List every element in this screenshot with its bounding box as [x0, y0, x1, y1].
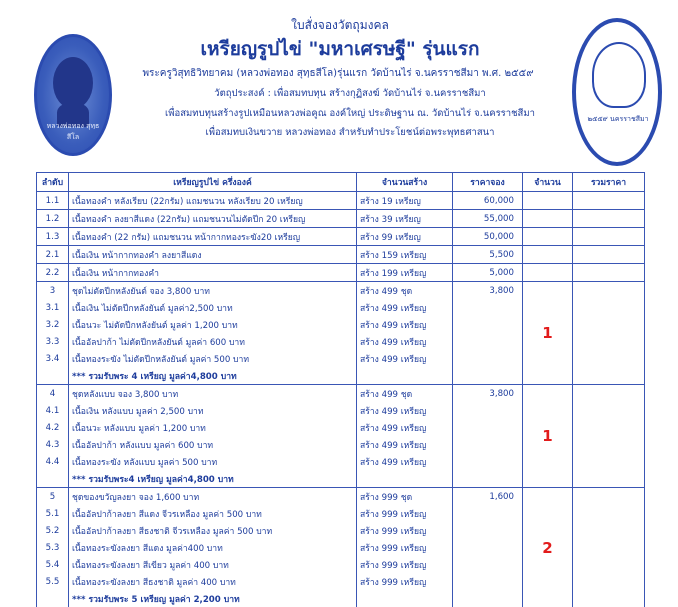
row-item: เนื้อทองระฆังลงยา สีแดง มูลค่า400 บาท	[69, 539, 357, 556]
row-item: เนื้อทองคำ ลงยาสีแดง (22กรัม) แถมชนวนไม่ตัดปีก 20 เหรียญ	[69, 210, 357, 228]
row-total-cell	[573, 402, 645, 419]
row-total-cell	[573, 264, 645, 282]
row-quantity-built: สร้าง 499 เหรียญ	[357, 299, 453, 316]
row-quantity-built: สร้าง 999 เหรียญ	[357, 522, 453, 539]
row-total-cell	[573, 488, 645, 506]
row-count-cell	[523, 228, 573, 246]
form-title: ใบสั่งจองวัตถุมงคล	[240, 16, 440, 35]
row-price: 1,600	[453, 488, 523, 506]
row-quantity-built: สร้าง 99 เหรียญ	[357, 228, 453, 246]
row-item: เนื้อเงิน หน้ากากทองคำ	[69, 264, 357, 282]
monk-portrait-medal	[34, 34, 112, 156]
row-price	[453, 470, 523, 488]
row-number: 3	[37, 282, 69, 300]
row-total-cell	[573, 350, 645, 367]
row-item: เนื้อนวะ ไม่ตัดปีกหลังยันต์ มูลค่า 1,200 บาท	[69, 316, 357, 333]
row-price: 55,000	[453, 210, 523, 228]
row-number	[37, 367, 69, 385]
row-total-cell	[573, 436, 645, 453]
row-item: ชุดของขวัญลงยา จอง 1,600 บาท	[69, 488, 357, 506]
purpose-line-2: เพื่อสมทบทุนสร้างรูปเหมือนหลวงพ่อคูณ องค์ใหญ่ ประดิษฐาน ณ. วัดบ้านไร่ จ.นครราชสีมา	[140, 106, 560, 121]
col-header-price: ราคาจอง	[453, 173, 523, 192]
table-row	[37, 210, 645, 228]
row-total-cell	[573, 367, 645, 385]
row-price	[453, 522, 523, 539]
row-total-cell	[573, 453, 645, 470]
row-number: 3.1	[37, 299, 69, 316]
row-item: เนื้ออัลปาก้า ไม่ตัดปีกหลังยันต์ มูลค่า 600 บาท	[69, 333, 357, 350]
col-header-count: จำนวน	[523, 173, 573, 192]
row-number: 5.1	[37, 505, 69, 522]
table-row	[37, 488, 645, 506]
row-number: 5.2	[37, 522, 69, 539]
row-price	[453, 350, 523, 367]
row-price	[453, 573, 523, 590]
row-quantity-built: สร้าง 499 ชุด	[357, 282, 453, 300]
row-quantity-built	[357, 470, 453, 488]
row-quantity-built: สร้าง 499 ชุด	[357, 385, 453, 403]
row-count-cell	[523, 192, 573, 210]
order-table	[36, 172, 645, 607]
row-quantity-built	[357, 590, 453, 607]
row-item: *** รวมรับพระ4 เหรียญ มูลค่า4,800 บาท	[69, 470, 357, 488]
row-quantity-built	[357, 367, 453, 385]
row-price: 5,500	[453, 246, 523, 264]
row-total-cell	[573, 246, 645, 264]
row-price	[453, 539, 523, 556]
row-total-cell	[573, 539, 645, 556]
row-price: 60,000	[453, 192, 523, 210]
monk-head-icon	[53, 57, 93, 109]
purpose-line-1: วัตถุประสงค์ : เพื่อสมทบทุน สร้างกุฏิสงฆ์ วัดบ้านไร่ จ.นครราชสีมา	[140, 86, 560, 101]
row-number: 5.4	[37, 556, 69, 573]
row-price: 5,000	[453, 264, 523, 282]
row-count-cell	[523, 246, 573, 264]
col-header-quantity-built: จำนวนสร้าง	[357, 173, 453, 192]
row-total-cell	[573, 590, 645, 607]
purpose-line-3: เพื่อสมทบเงินขวาย หลวงพ่อทอง สำหรับทำประโยชน์ต่อพระพุทธศาสนา	[140, 125, 560, 140]
row-number	[37, 470, 69, 488]
row-count-cell	[523, 385, 573, 488]
col-header-item: เหรียญรูปไข่ ครึ่งองค์	[69, 173, 357, 192]
row-item: เนื้อนวะ หลังแบบ มูลค่า 1,200 บาท	[69, 419, 357, 436]
row-item: เนื้ออัลปาก้าลงยา สีธงชาติ จีวรเหลือง มูลค่า 500 บาท	[69, 522, 357, 539]
row-number	[37, 590, 69, 607]
row-price	[453, 402, 523, 419]
row-total-cell	[573, 192, 645, 210]
row-total-cell	[573, 210, 645, 228]
table-row	[37, 246, 645, 264]
row-number: 4.2	[37, 419, 69, 436]
row-quantity-built: สร้าง 499 เหรียญ	[357, 316, 453, 333]
row-item: เนื้อเงิน ไม่ตัดปีกหลังยันต์ มูลค่า2,500 บาท	[69, 299, 357, 316]
row-total-cell	[573, 505, 645, 522]
row-quantity-built: สร้าง 999 ชุด	[357, 488, 453, 506]
row-quantity-built: สร้าง 499 เหรียญ	[357, 419, 453, 436]
row-price	[453, 436, 523, 453]
row-total-cell	[573, 299, 645, 316]
row-item: เนื้อทองระฆังลงยา สีเขียว มูลค่า 400 บาท	[69, 556, 357, 573]
row-quantity-built: สร้าง 499 เหรียญ	[357, 453, 453, 470]
row-price	[453, 453, 523, 470]
handwritten-count: 2	[542, 539, 552, 557]
row-item: เนื้อทองระฆัง หลังแบบ มูลค่า 500 บาท	[69, 453, 357, 470]
row-item: เนื้อทองระฆัง ไม่ตัดปีกหลังยันต์ มูลค่า 500 บาท	[69, 350, 357, 367]
row-item: ชุดไม่ตัดปีกหลังยันต์ จอง 3,800 บาท	[69, 282, 357, 300]
row-count-cell	[523, 282, 573, 385]
row-number: 3.4	[37, 350, 69, 367]
row-number: 5.3	[37, 539, 69, 556]
row-total-cell	[573, 282, 645, 300]
row-number: 5.5	[37, 573, 69, 590]
row-quantity-built: สร้าง 499 เหรียญ	[357, 436, 453, 453]
issuer-line: พระครูวิสุทธิวิทยาคม (หลวงพ่อทอง สุทฺธสีโล)รุ่นแรก วัดบ้านไร่ จ.นครราชสีมา พ.ศ. ๒๕๕๙	[118, 66, 558, 81]
row-quantity-built: สร้าง 19 เหรียญ	[357, 192, 453, 210]
row-total-cell	[573, 419, 645, 436]
row-number: 3.3	[37, 333, 69, 350]
table-row	[37, 264, 645, 282]
row-total-cell	[573, 228, 645, 246]
row-total-cell	[573, 573, 645, 590]
row-item: เนื้อทองคำ (22 กรัม) แถมชนวน หน้ากากทองระฆัง20 เหรียญ	[69, 228, 357, 246]
row-number: 1.3	[37, 228, 69, 246]
row-price	[453, 316, 523, 333]
handwritten-count: 1	[542, 324, 552, 342]
row-quantity-built: สร้าง 499 เหรียญ	[357, 350, 453, 367]
row-count-cell	[523, 210, 573, 228]
row-number: 4.1	[37, 402, 69, 419]
col-header-no: ลำดับ	[37, 173, 69, 192]
row-total-cell	[573, 556, 645, 573]
row-price: 50,000	[453, 228, 523, 246]
row-number: 4.4	[37, 453, 69, 470]
reverse-yantra-medal	[572, 18, 662, 166]
row-price	[453, 590, 523, 607]
row-quantity-built: สร้าง 999 เหรียญ	[357, 539, 453, 556]
col-header-total: รวมราคา	[573, 173, 645, 192]
row-number: 4.3	[37, 436, 69, 453]
row-item: *** รวมรับพระ 4 เหรียญ มูลค่า4,800 บาท	[69, 367, 357, 385]
left-medal-caption: หลวงพ่อทอง สุทฺธสีโล	[41, 121, 105, 143]
row-price	[453, 505, 523, 522]
row-number: 1.2	[37, 210, 69, 228]
row-quantity-built: สร้าง 199 เหรียญ	[357, 264, 453, 282]
row-item: เนื้อทองระฆังลงยา สีธงชาติ มูลค่า 400 บาท	[69, 573, 357, 590]
row-number: 5	[37, 488, 69, 506]
table-header-row	[37, 173, 645, 192]
row-item: *** รวมรับพระ 5 เหรียญ มูลค่า 2,200 บาท	[69, 590, 357, 607]
row-total-cell	[573, 333, 645, 350]
row-total-cell	[573, 316, 645, 333]
table-row	[37, 228, 645, 246]
row-quantity-built: สร้าง 499 เหรียญ	[357, 402, 453, 419]
row-price	[453, 556, 523, 573]
yantra-seal-icon	[592, 42, 646, 108]
handwritten-count: 1	[542, 427, 552, 445]
row-item: เนื้อทองคำ หลังเรียบ (22กรัม) แถมชนวน หลังเรียบ 20 เหรียญ	[69, 192, 357, 210]
medal-title: เหรียญรูปไข่ "มหาเศรษฐี" รุ่นแรก	[150, 34, 530, 64]
right-medal-caption: ๒๕๕๙ นครราชสีมา	[582, 114, 654, 125]
row-price	[453, 299, 523, 316]
row-quantity-built: สร้าง 159 เหรียญ	[357, 246, 453, 264]
row-number: 1.1	[37, 192, 69, 210]
row-price	[453, 367, 523, 385]
row-total-cell	[573, 470, 645, 488]
row-total-cell	[573, 385, 645, 403]
row-item: เนื้ออัลปาก้าลงยา สีแดง จีวรเหลือง มูลค่า 500 บาท	[69, 505, 357, 522]
row-quantity-built: สร้าง 999 เหรียญ	[357, 556, 453, 573]
row-total-cell	[573, 522, 645, 539]
row-item: เนื้ออัลปาก้า หลังแบบ มูลค่า 600 บาท	[69, 436, 357, 453]
table-row	[37, 385, 645, 403]
row-item: เนื้อเงิน หน้ากากทองคำ ลงยาสีแดง	[69, 246, 357, 264]
row-price	[453, 419, 523, 436]
row-price: 3,800	[453, 282, 523, 300]
row-price: 3,800	[453, 385, 523, 403]
row-number: 4	[37, 385, 69, 403]
row-quantity-built: สร้าง 499 เหรียญ	[357, 333, 453, 350]
row-number: 2.2	[37, 264, 69, 282]
row-quantity-built: สร้าง 999 เหรียญ	[357, 573, 453, 590]
table-row	[37, 192, 645, 210]
row-item: ชุดหลังแบบ จอง 3,800 บาท	[69, 385, 357, 403]
row-quantity-built: สร้าง 39 เหรียญ	[357, 210, 453, 228]
table-row	[37, 282, 645, 300]
row-price	[453, 333, 523, 350]
row-count-cell	[523, 488, 573, 607]
row-number: 3.2	[37, 316, 69, 333]
row-count-cell	[523, 264, 573, 282]
row-item: เนื้อเงิน หลังแบบ มูลค่า 2,500 บาท	[69, 402, 357, 419]
row-quantity-built: สร้าง 999 เหรียญ	[357, 505, 453, 522]
row-number: 2.1	[37, 246, 69, 264]
order-form-header	[0, 0, 678, 172]
